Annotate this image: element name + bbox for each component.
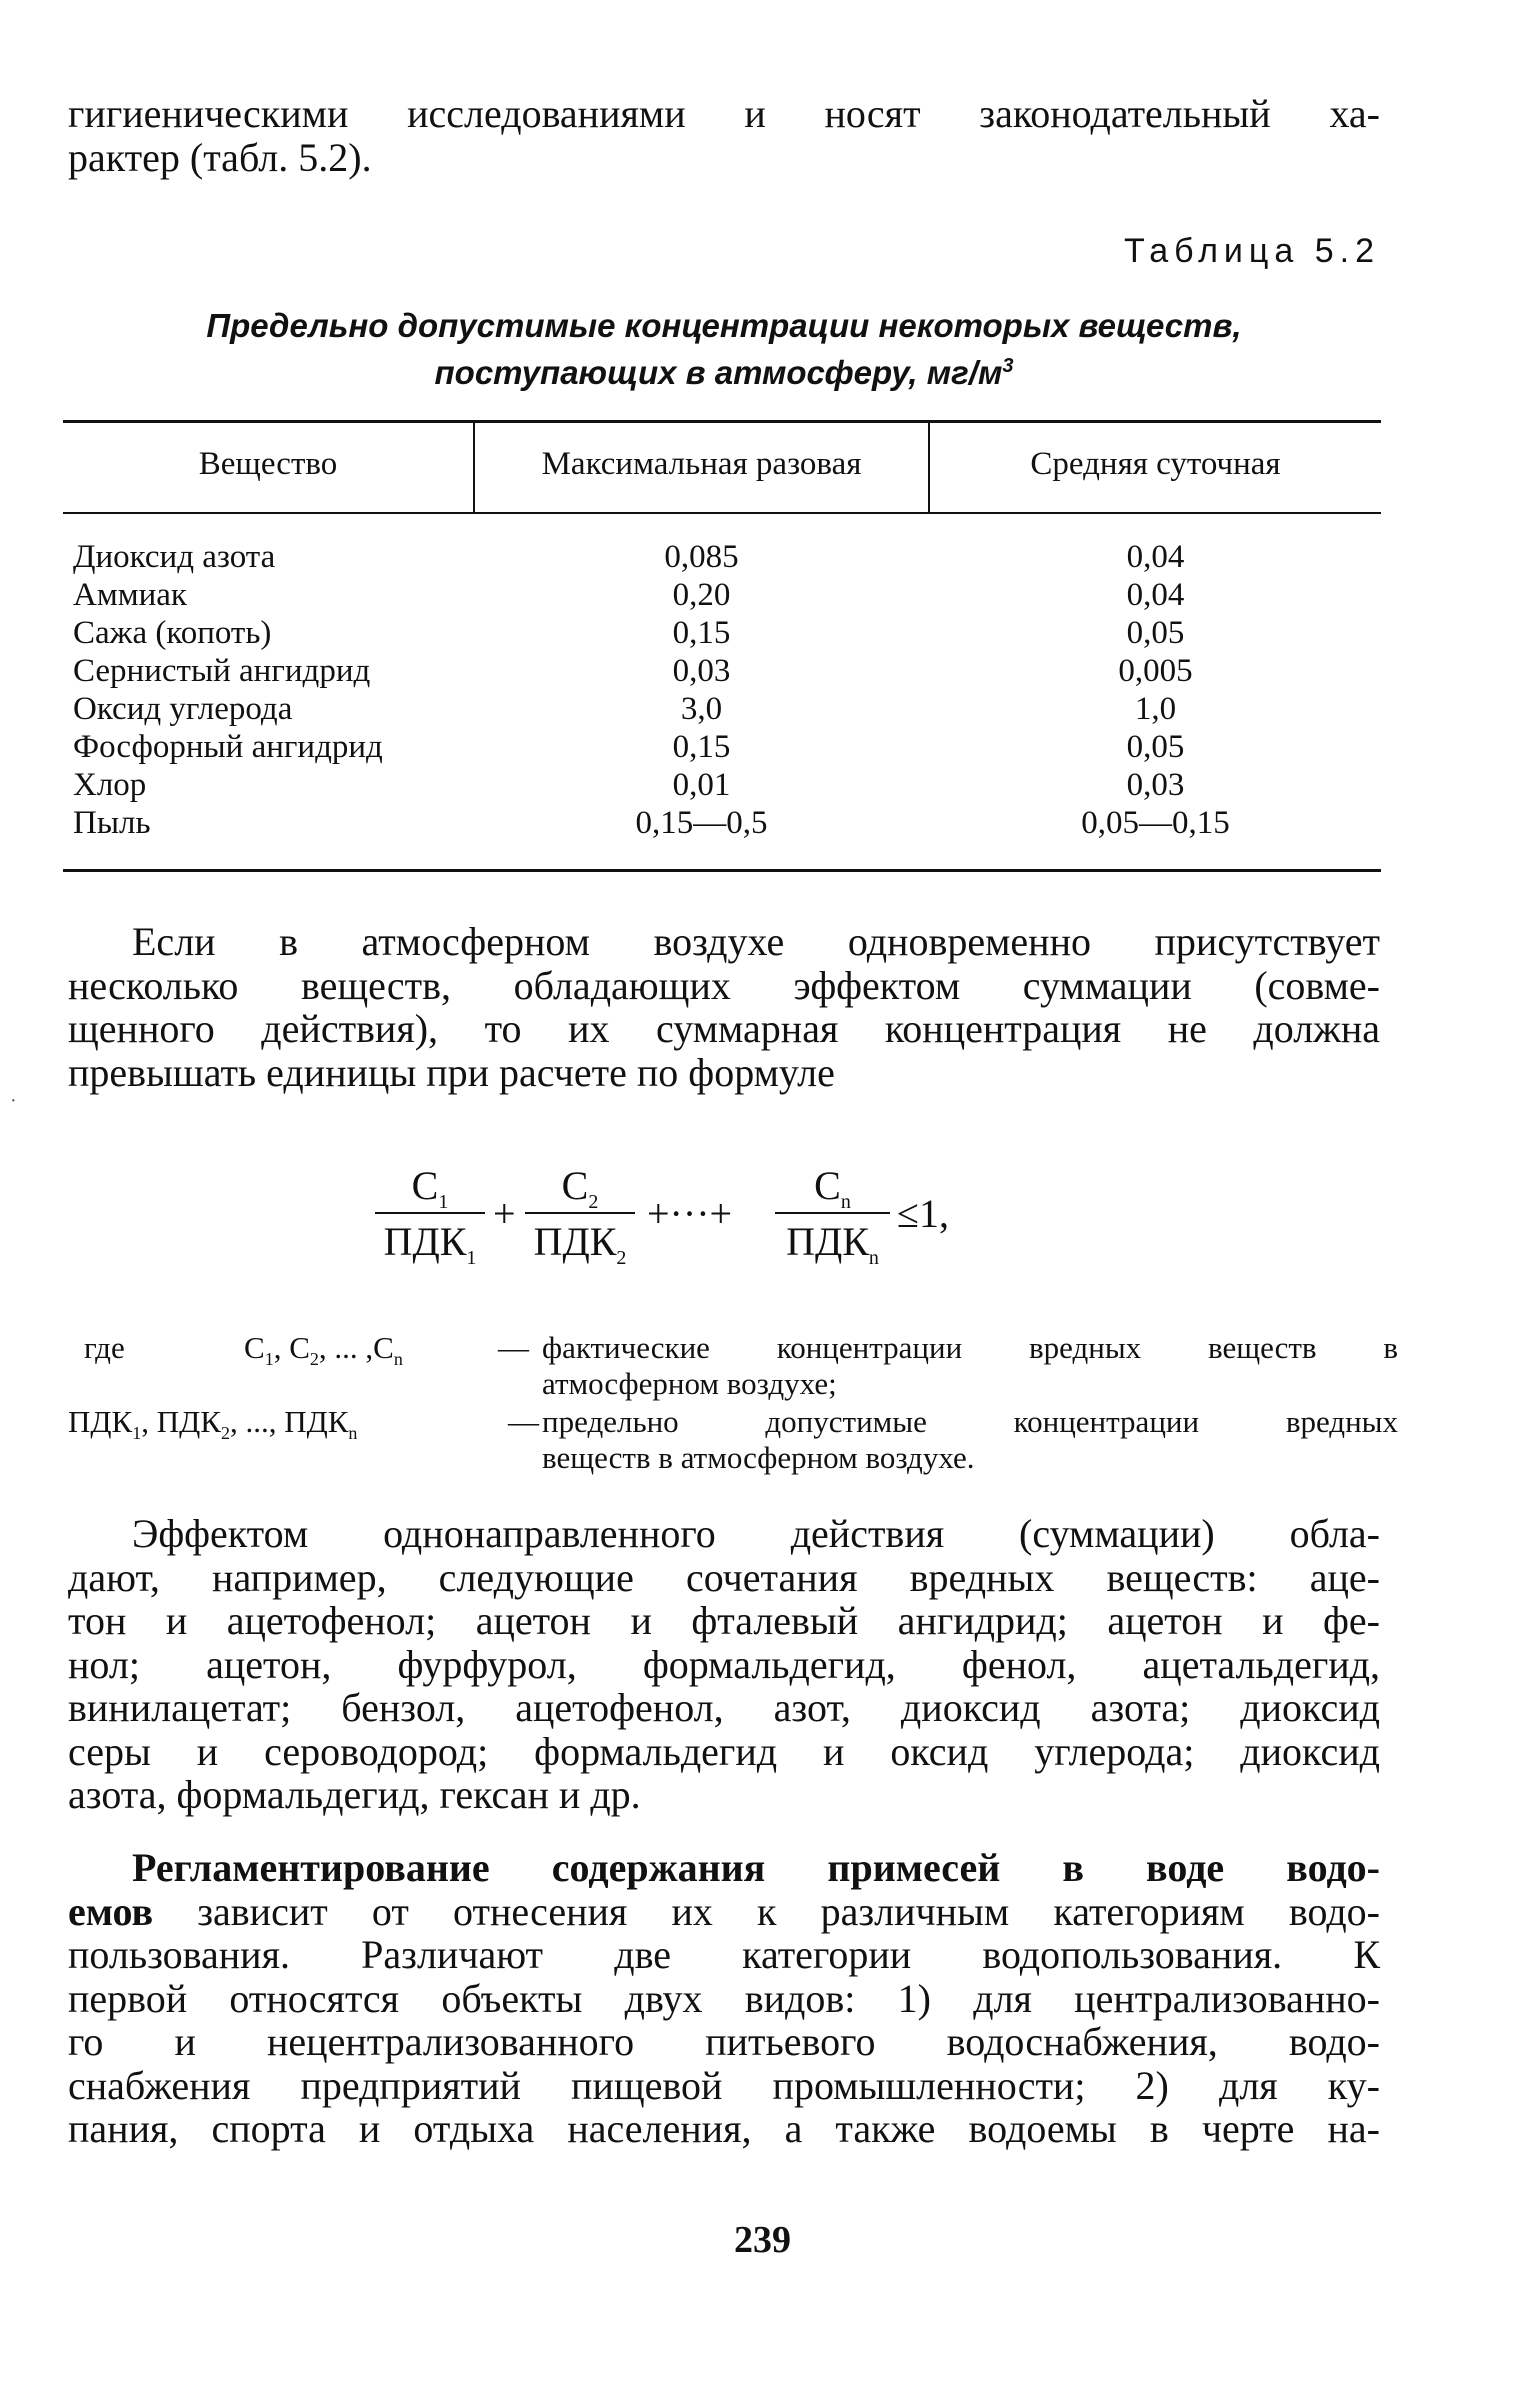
text-line: щенного действия), то их суммарная концентрация не должна <box>68 1006 1380 1051</box>
key-text: C <box>244 1330 265 1365</box>
summation-formula <box>375 1160 1075 1280</box>
inequality-tail: ≤1, <box>897 1191 949 1236</box>
legend-row <box>68 1404 1398 1478</box>
table-top-rule <box>63 420 1381 423</box>
text-line: Если в атмосферном воздухе одновременно присутствует <box>132 919 1380 964</box>
caption-superscript: 3 <box>1002 355 1014 377</box>
legend-definition <box>542 1330 1398 1402</box>
header-avg-daily: Средняя суточная <box>1030 446 1281 482</box>
subscript: 2 <box>616 1247 627 1269</box>
table-row <box>63 804 1381 842</box>
cell-substance: Хлор <box>73 767 147 803</box>
cell-substance: Пыль <box>73 805 151 841</box>
bold-heading: Регламентирование содержания примесей в воде водо- <box>132 1845 1380 1890</box>
denominator-pdk: ПДК <box>786 1219 869 1264</box>
text-line: винилацетат; бензол, ацетофенол, азот, диоксид азота; диоксид <box>68 1685 1380 1730</box>
table-row <box>63 614 1381 652</box>
bold-heading: емов <box>68 1888 154 1934</box>
table-row <box>63 690 1381 728</box>
table-row <box>63 728 1381 766</box>
subscript: 2 <box>309 1349 319 1370</box>
legend-key <box>68 1404 357 1451</box>
subscript: 1 <box>466 1247 477 1269</box>
subscript: 2 <box>588 1191 599 1213</box>
cell-max-single: 0,15 <box>672 729 731 765</box>
text-line: дают, например, следующие сочетания вредных веществ: аце- <box>68 1554 1380 1600</box>
margin-mark: · <box>10 1090 17 1112</box>
numerator-c: C <box>411 1163 439 1208</box>
text-line <box>68 1890 1380 1934</box>
key-text: , ..., ПДК <box>229 1404 349 1439</box>
ellipsis-operator: +···+ <box>647 1191 733 1236</box>
cell-max-single: 0,20 <box>672 577 731 613</box>
numerator-c: C <box>814 1163 841 1208</box>
denominator-pdk: ПДК <box>383 1219 467 1264</box>
paragraph-summation <box>68 920 1380 1094</box>
cell-max-single: 0,03 <box>672 653 731 689</box>
text-run: зависит от отнесения их к различным категориям водо- <box>153 1888 1380 1934</box>
text-line: го и нецентрализованного питьевого водоснабжения, водо- <box>68 2019 1380 2064</box>
text-line: пользования. Различают две категории водопользования. К <box>68 1932 1380 1977</box>
subscript: n <box>840 1191 851 1213</box>
fraction-2 <box>525 1160 635 1269</box>
text-line: гигиеническими исследованиями и носят законодательный ха- <box>68 91 1380 136</box>
caption-line: Предельно допустимые концентрации некоторых веществ, <box>206 307 1242 344</box>
text-line: тон и ацетофенол; ацетон и фталевый ангидрид; ацетон и фе- <box>68 1598 1380 1643</box>
page-number: 239 <box>734 2219 791 2261</box>
cell-max-single: 0,15 <box>672 615 731 651</box>
text-line: Эффектом однонаправленного действия (суммации) обла- <box>132 1511 1380 1556</box>
subscript: 1 <box>132 1423 142 1444</box>
cell-max-single: 0,085 <box>664 539 739 575</box>
cell-avg-daily: 0,04 <box>1126 577 1185 613</box>
text-line: пания, спорта и отдыха населения, а также водоемы в черте на- <box>68 2106 1380 2151</box>
text-line: веществ в атмосферном воздухе. <box>542 1440 975 1475</box>
cell-avg-daily: 0,005 <box>1118 653 1193 689</box>
cell-substance: Диоксид азота <box>73 539 276 575</box>
paragraph-unidirectional <box>68 1512 1380 1817</box>
denominator-pdk: ПДК <box>533 1219 617 1264</box>
subscript: 1 <box>264 1349 274 1370</box>
formula-legend <box>68 1330 1398 1478</box>
cell-avg-daily: 1,0 <box>1134 691 1177 727</box>
subscript: n <box>393 1349 403 1370</box>
text-line: рактер (табл. 5.2). <box>68 134 372 180</box>
table-label: Таблица 5.2 <box>1123 232 1380 270</box>
table-row <box>63 576 1381 614</box>
subscript: n <box>868 1247 879 1269</box>
cell-substance: Оксид углерода <box>73 691 293 727</box>
table-row <box>63 766 1381 804</box>
plus-operator: + <box>493 1191 516 1236</box>
cell-avg-daily: 0,05 <box>1126 615 1185 651</box>
cell-max-single: 0,01 <box>672 767 731 803</box>
text-line <box>68 1846 1380 1890</box>
subscript: 1 <box>438 1191 449 1213</box>
text-line: превышать единицы при расчете по формуле <box>68 1049 835 1095</box>
paragraph-water-regulation <box>68 1846 1380 2151</box>
legend-dash: — <box>508 1404 539 1439</box>
table-row <box>63 538 1381 576</box>
text-line: серы и сероводород; формальдегид и оксид углерода; диоксид <box>68 1728 1380 1774</box>
text-line: фактические концентрации вредных веществ в <box>542 1330 1398 1365</box>
legend-dash: — <box>498 1330 529 1365</box>
table-bottom-rule <box>63 869 1381 872</box>
cell-avg-daily: 0,05—0,15 <box>1081 805 1230 841</box>
subscript: n <box>348 1423 358 1444</box>
table-row <box>63 652 1381 690</box>
table-header-rule <box>63 512 1381 514</box>
legend-key <box>244 1330 403 1377</box>
cell-avg-daily: 0,05 <box>1126 729 1185 765</box>
table-caption <box>68 306 1380 393</box>
text-line: первой относятся объекты двух видов: 1) для централизованно- <box>68 1975 1380 2021</box>
text-line: снабжения предприятий пищевой промышленности; 2) для ку- <box>68 2062 1380 2108</box>
header-substance: Вещество <box>198 446 338 482</box>
key-text: , ПДК <box>141 1404 221 1439</box>
cell-max-single: 0,15—0,5 <box>635 805 768 841</box>
cell-max-single: 3,0 <box>680 691 723 727</box>
text-line: атмосферном воздухе; <box>542 1366 837 1401</box>
text-line: несколько веществ, обладающих эффектом суммации (совме- <box>68 962 1380 1008</box>
numerator-c: C <box>561 1163 589 1208</box>
cell-avg-daily: 0,03 <box>1126 767 1185 803</box>
intro-paragraph <box>68 92 1380 179</box>
legend-row <box>68 1330 1398 1404</box>
fraction-n <box>775 1160 890 1269</box>
cell-substance: Аммиак <box>73 577 187 613</box>
cell-substance: Сажа (копоть) <box>73 615 272 651</box>
fraction-1 <box>375 1160 485 1269</box>
legend-definition <box>542 1404 1398 1476</box>
legend-where-word: где <box>84 1330 125 1365</box>
key-text: , C <box>273 1330 310 1365</box>
cell-avg-daily: 0,04 <box>1126 539 1185 575</box>
caption-line <box>68 346 1380 393</box>
cell-substance: Фосфорный ангидрид <box>73 729 383 765</box>
key-text: ПДК <box>68 1404 133 1439</box>
caption-text: поступающих в атмосферу, мг/м <box>434 354 1003 391</box>
text-line: предельно допустимые концентрации вредных <box>542 1404 1398 1439</box>
text-line: нол; ацетон, фурфурол, формальдегид, фенол, ацетальдегид, <box>68 1641 1380 1687</box>
cell-substance: Сернистый ангидрид <box>73 653 371 689</box>
header-max-single: Максимальная разовая <box>541 446 862 482</box>
subscript: 2 <box>220 1423 230 1444</box>
key-text: , ... ,C <box>318 1330 394 1365</box>
text-line: азота, формальдегид, гексан и др. <box>68 1772 641 1817</box>
table-body <box>63 538 1381 842</box>
